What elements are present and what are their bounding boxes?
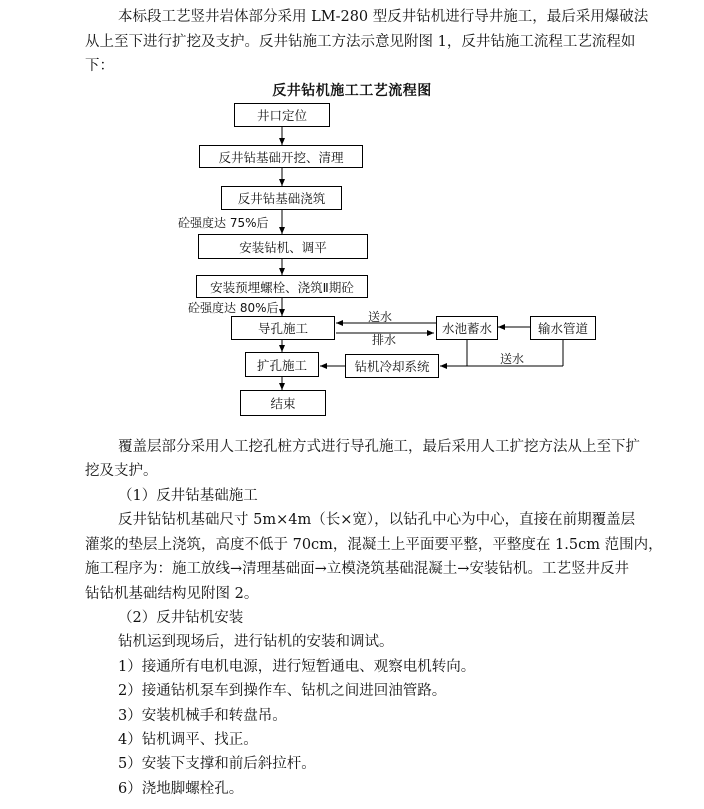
flow-step-end: 结束 (240, 390, 326, 416)
intro-line-1: 本标段工艺竖井岩体部分采用 LM-280 型反井钻机进行导井施工，最后采用爆破法 (118, 9, 649, 25)
section-heading-foundation: （1）反井钻基础施工 (118, 488, 258, 504)
section-heading-installation: （2）反井钻机安装 (118, 610, 244, 626)
list-item-6: 6）浇地脚螺栓孔。 (118, 781, 244, 797)
flow-step-pilot-hole: 导孔施工 (231, 316, 335, 340)
body-line-5: 灌浆的垫层上浇筑，高度不低于 70cm，混凝土上平面要平整，平整度在 1.5cm 范围内， (85, 537, 663, 553)
flow-step-reaming: 扩孔施工 (245, 352, 319, 377)
flowchart-title: 反井钻机施工工艺流程图 (272, 83, 432, 99)
intro-line-2: 从上至下进行扩挖及支护。反井钻施工方法示意见附图 1，反井钻施工流程工艺流程如 (85, 34, 636, 50)
flow-step-install-drill: 安装钻机、调平 (198, 234, 368, 259)
list-item-4: 4）钻机调平、找正。 (118, 732, 258, 748)
intro-line-3: 下： (85, 58, 114, 74)
note-strength-80: 砼强度达 80%后 (188, 301, 279, 315)
side-box-water-pipe: 输水管道 (530, 316, 596, 340)
flow-step-foundation-excavation: 反井钻基础开挖、清理 (199, 145, 363, 168)
flow-step-embedded-bolts: 安装预埋螺栓、浇筑Ⅱ期砼 (196, 275, 368, 298)
side-box-water-pool: 水池蓄水 (436, 316, 498, 340)
list-item-1: 1）接通所有电机电源，进行短暂通电、观察电机转向。 (118, 659, 476, 675)
body-line-6: 施工程序为：施工放线→清理基础面→立模浇筑基础混凝土→安装钻机。工艺竖井反井 (85, 561, 629, 577)
label-water-supply-2: 送水 (500, 352, 525, 366)
side-box-cooling-system: 钻机冷却系统 (345, 354, 439, 378)
body-line-2: 挖及支护。 (85, 463, 158, 479)
label-water-supply-1: 送水 (368, 310, 393, 324)
list-item-2: 2）接通钻机泵车到操作车、钻机之间进回油管路。 (118, 683, 447, 699)
body-line-9: 钻机运到现场后，进行钻机的安装和调试。 (118, 634, 394, 650)
list-item-5: 5）安装下支撑和前后斜拉杆。 (118, 756, 316, 772)
body-line-7: 钻钻机基础结构见附图 2。 (85, 586, 259, 602)
flow-step-wellhead-positioning: 井口定位 (234, 103, 330, 127)
note-strength-75: 砼强度达 75%后 (178, 216, 269, 230)
label-drainage: 排水 (372, 333, 397, 347)
flow-step-foundation-pouring: 反井钻基础浇筑 (221, 186, 342, 210)
body-line-4: 反井钻钻机基础尺寸 5m×4m（长×宽），以钻孔中心为中心，直接在前期覆盖层 (118, 512, 636, 528)
list-item-3: 3）安装机械手和转盘吊。 (118, 708, 287, 724)
body-line-1: 覆盖层部分采用人工挖孔桩方式进行导孔施工，最后采用人工扩挖方法从上至下扩 (118, 439, 640, 455)
